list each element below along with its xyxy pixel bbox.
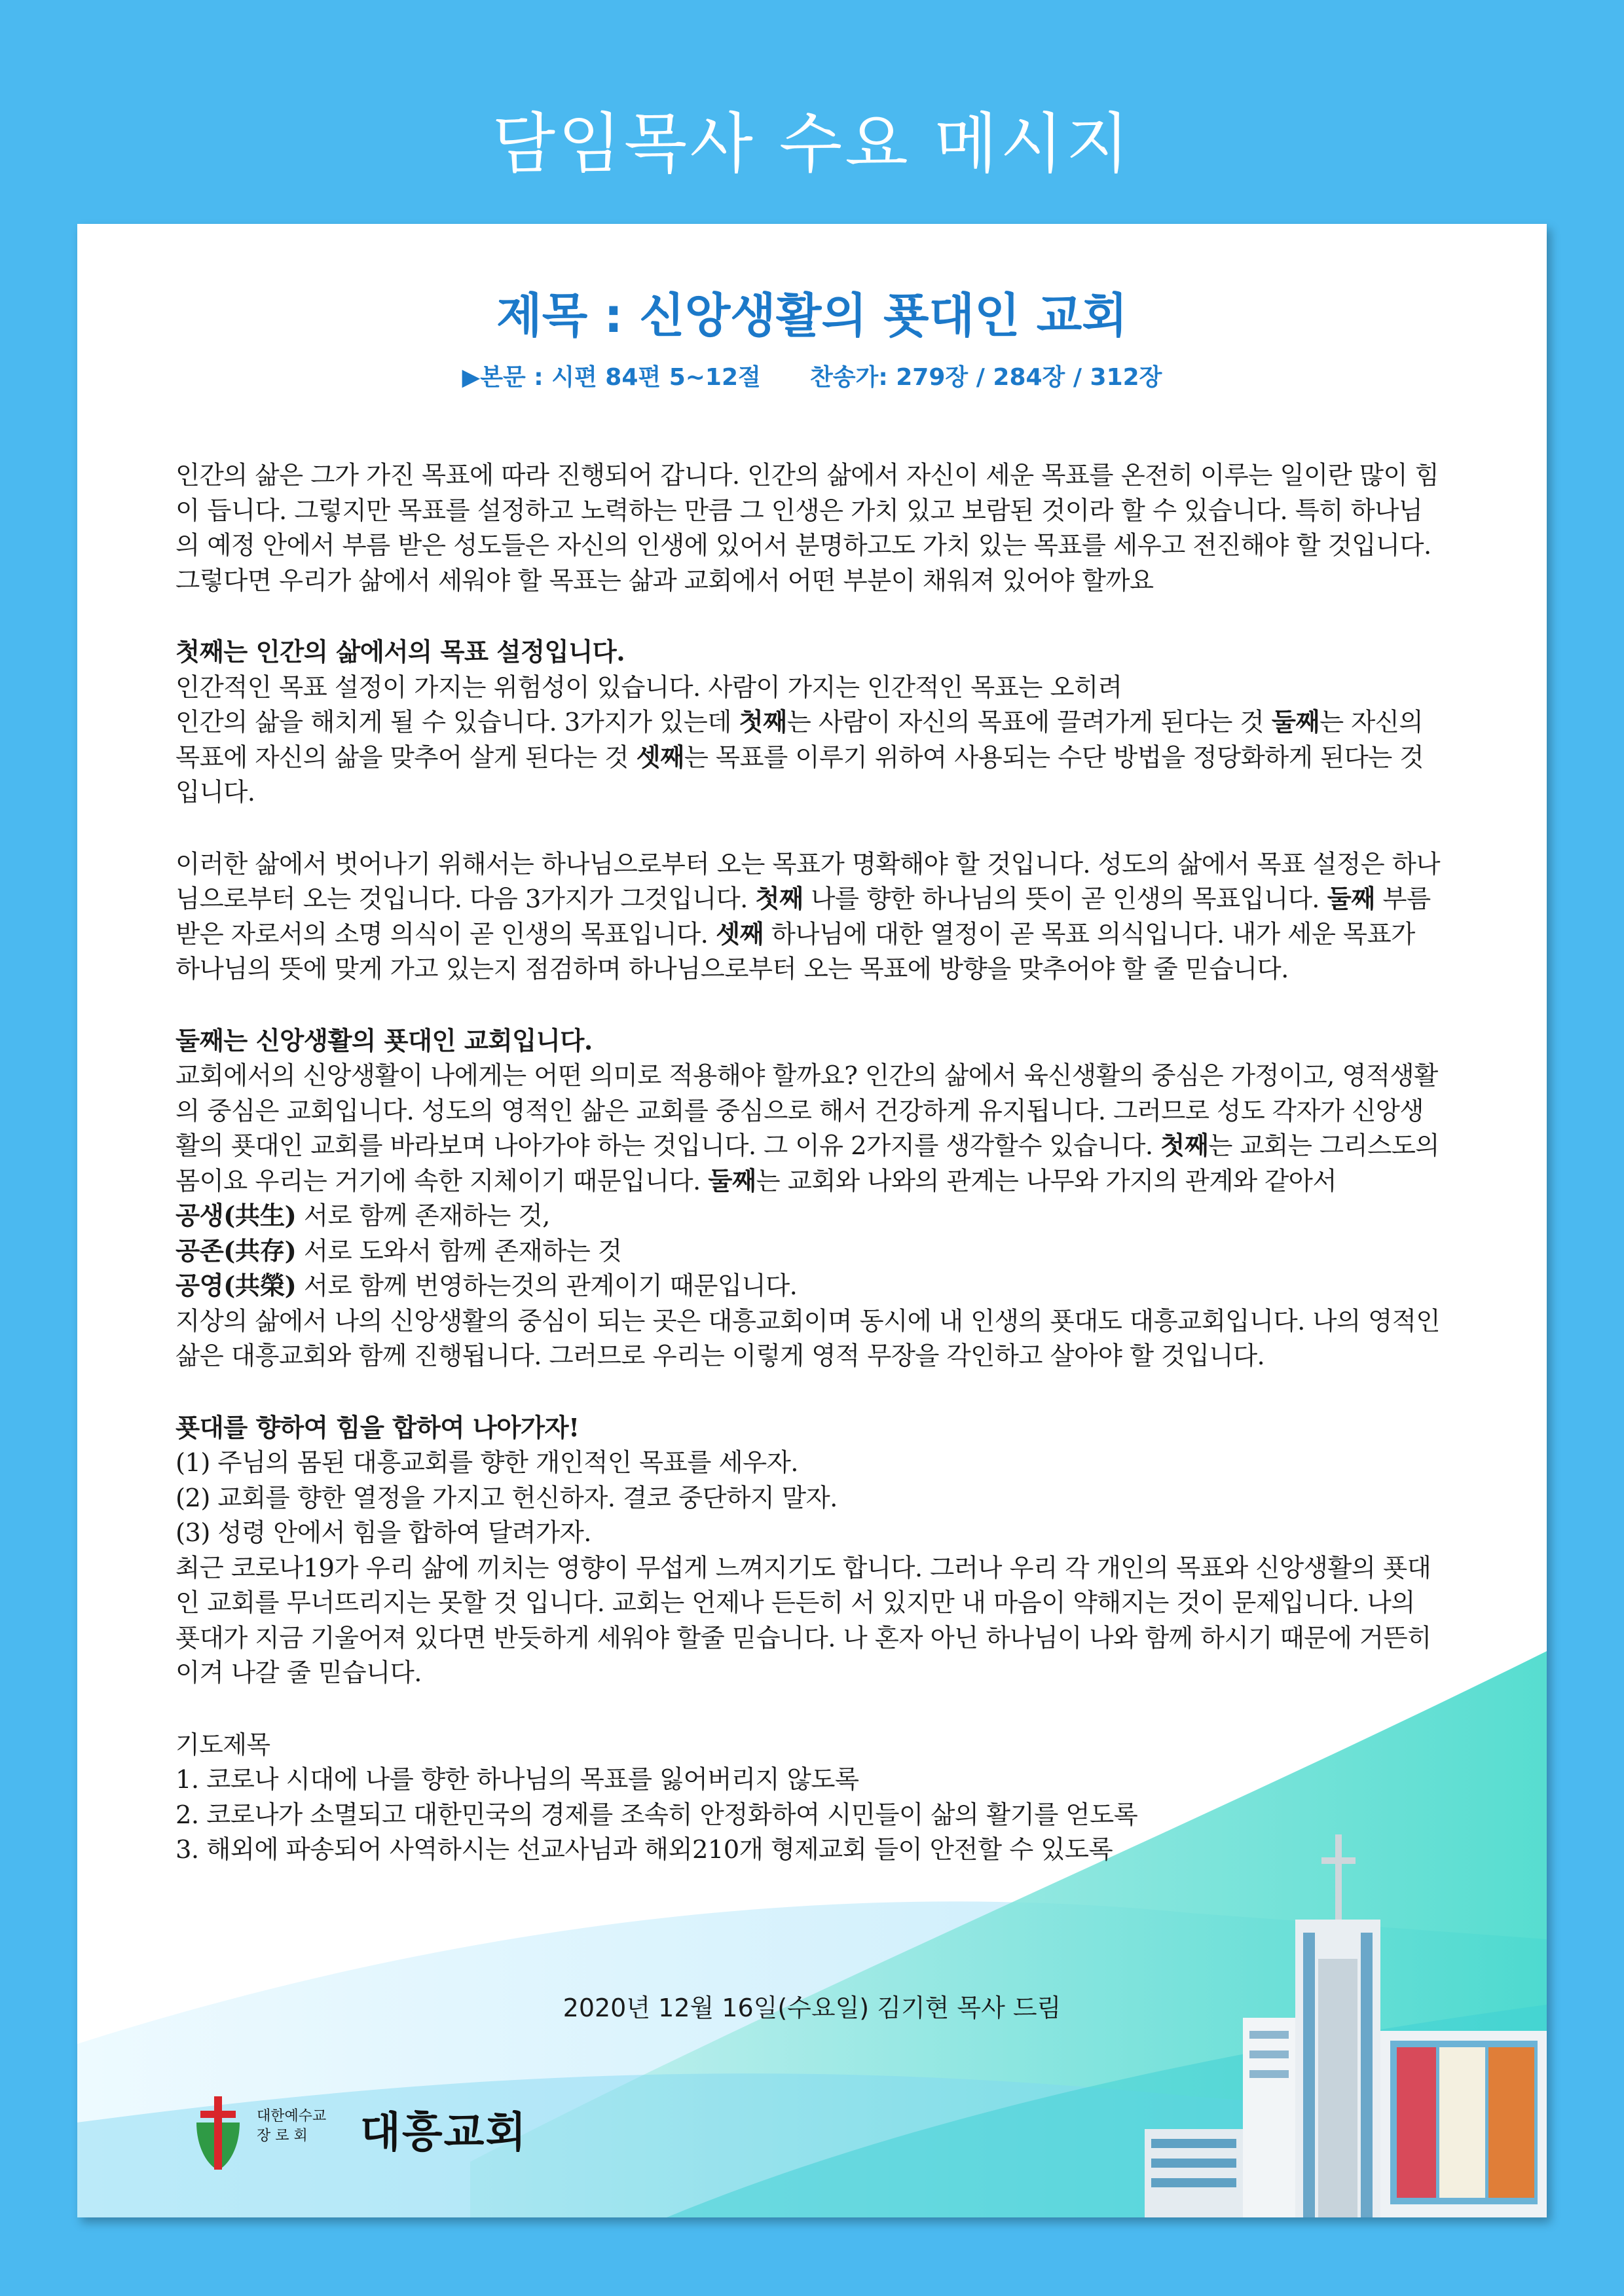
intro-paragraph: 인간의 삶은 그가 가진 목표에 따라 진행되어 갑니다. 인간의 삶에서 자신이 세운 목표를 온전히 이루는 일이란 많이 힘이 듭니다. 그렇지만 목표를 설정하고 노력하는 만큼 그 인생은 가치 있고 보람된 것이라 할 수 있습니다. 특히 하나님의 예정 안에서 부름 받은 성도들은 자신의 인생에 있어서 분명하고도 가치 있는 목표를 세우고 전진해야 할 것입니다. 그렇다면 우리가 삶에서 세워야 할 목표는 삶과 교회에서 어떤 부분이 채워져 있어야 할까요 <box>175 461 1439 596</box>
church-name: 대흥교회 <box>360 2109 528 2157</box>
hymn-numbers: 찬송가: 279장 / 284장 / 312장 <box>810 364 1162 391</box>
term-coexist: 공생(共生) 서로 함께 존재하는 것, <box>175 1201 550 1231</box>
sermon-title: 제목 : 신앙생활의 푯대인 교회 <box>496 288 1128 343</box>
section-1-line: 인간적인 목표 설정이 가지는 위험성이 있습니다. 사람이 가지는 인간적인 목표는 오히려 <box>175 672 1122 702</box>
denomination-label: 대한예수교 장 로 회 <box>257 2108 327 2144</box>
section-2-paragraph: 교회에서의 신앙생활이 나에게는 어떤 의미로 적용해야 할까요? 인간의 삶에서 육신생활의 중심은 가정이고, 영적생활의 중심은 교회입니다. 성도의 영적인 삶은 교회를 중심으로 해서 건강하게 유지됩니다. 그러므로 성도 각자가 신앙생활의 푯대인 교회를 바라보며 나아가야 하는 것입니다. 그 이유 2가지를 생각할수 있습니다. 첫째는 교회는 그리스도의 몸이요 우리는 거기에 속한 지체이기 때문입니다. 둘째는 교회와 나와의 관계는 나무와 가지의 관계와 같아서 <box>175 1061 1439 1196</box>
scripture-hymn-line <box>77 361 1547 394</box>
cross-icon <box>189 2096 248 2175</box>
prayer-item: 1. 코로나 시대에 나를 향한 하나님의 목표를 잃어버리지 않도록 <box>175 1765 859 1795</box>
term-coprosperity: 공영(共榮) 서로 함께 번영하는것의 관계이기 때문입니다. <box>175 1271 798 1301</box>
page-title: 담임목사 수요 메시지 <box>492 105 1132 182</box>
resolution-item-2: (2) 교회를 향한 열정을 가지고 헌신하자. 결코 중단하지 말자. <box>175 1483 838 1513</box>
church-building-image <box>1132 1821 1547 2217</box>
scripture-reference: ▶본문 : 시편 84편 5~12절 <box>462 364 761 391</box>
signature: 2020년 12월 16일(수요일) 김기현 목사 드림 <box>563 1994 1061 2022</box>
term-coexistence: 공존(共存) 서로 도와서 함께 존재하는 것 <box>175 1236 622 1266</box>
resolution-item-1: (1) 주님의 몸된 대흥교회를 향한 개인적인 목표를 세우자. <box>175 1448 798 1478</box>
sermon-body <box>175 458 1446 1868</box>
prayer-title: 기도제목 <box>175 1730 270 1759</box>
resolution-item-3: (3) 성령 안에서 힘을 합하여 달려가자. <box>175 1518 591 1548</box>
section-1-paragraph: 인간의 삶을 해치게 될 수 있습니다. 3가지가 있는데 첫째는 사람이 자신의 목표에 끌려가게 된다는 것 둘째는 자신의 목표에 자신의 삶을 맞추어 살게 된다는 것 셋째는 목표를 이루기 위하여 사용되는 수단 방법을 정당화하게 된다는 것입니다. <box>175 708 1424 807</box>
section-1b-paragraph: 이러한 삶에서 벗어나기 위해서는 하나님으로부터 오는 목표가 명확해야 할 것입니다. 성도의 삶에서 목표 설정은 하나님으로부터 오는 것입니다. 다음 3가지가 그것입니다. 첫째 나를 향한 하나님의 뜻이 곧 인생의 목표입니다. 둘째 부름 받은 자로서의 소명 의식이 곧 인생의 목표입니다. 셋째 하나님에 대한 열정이 곧 목표 의식입니다. 내가 세운 목표가 하나님의 뜻에 맞게 가고 있는지 점검하며 하나님으로부터 오는 목표에 방향을 맞추어야 할 줄 믿습니다. <box>175 849 1440 984</box>
section-3-heading: 푯대를 향하여 힘을 합하여 나아가자! <box>175 1413 580 1443</box>
section-2-heading: 둘째는 신앙생활의 푯대인 교회입니다. <box>175 1026 593 1056</box>
section-3-paragraph: 최근 코로나19가 우리 삶에 끼치는 영향이 무섭게 느껴지기도 합니다. 그러나 우리 각 개인의 목표와 신앙생활의 푯대인 교회를 무너뜨리지는 못할 것 입니다. 교회는 언제나 든든히 서 있지만 내 마음이 약해지는 것이 문제입니다. 나의 푯대가 지금 기울어져 있다면 반듯하게 세워야 할줄 믿습니다. 나 혼자 아닌 하나님이 나와 함께 하시기 때문에 거뜬히 이겨 나갈 줄 믿습니다. <box>175 1553 1431 1688</box>
prayer-item: 3. 해외에 파송되어 사역하시는 선교사님과 해외210개 형제교회 들이 안전할 수 있도록 <box>175 1835 1113 1865</box>
section-1-heading: 첫째는 인간의 삶에서의 목표 설정입니다. <box>175 638 625 667</box>
prayer-item: 2. 코로나가 소멸되고 대한민국의 경제를 조속히 안정화하여 시민들이 삶의 활기를 얻도록 <box>175 1800 1138 1830</box>
message-card <box>77 224 1547 2217</box>
section-2-closing: 지상의 삶에서 나의 신앙생활의 중심이 되는 곳은 대흥교회이며 동시에 내 인생의 푯대도 대흥교회입니다. 나의 영적인 삶은 대흥교회와 함께 진행됩니다. 그러므로 우리는 이렇게 영적 무장을 각인하고 살아야 할 것입니다. <box>175 1306 1440 1371</box>
